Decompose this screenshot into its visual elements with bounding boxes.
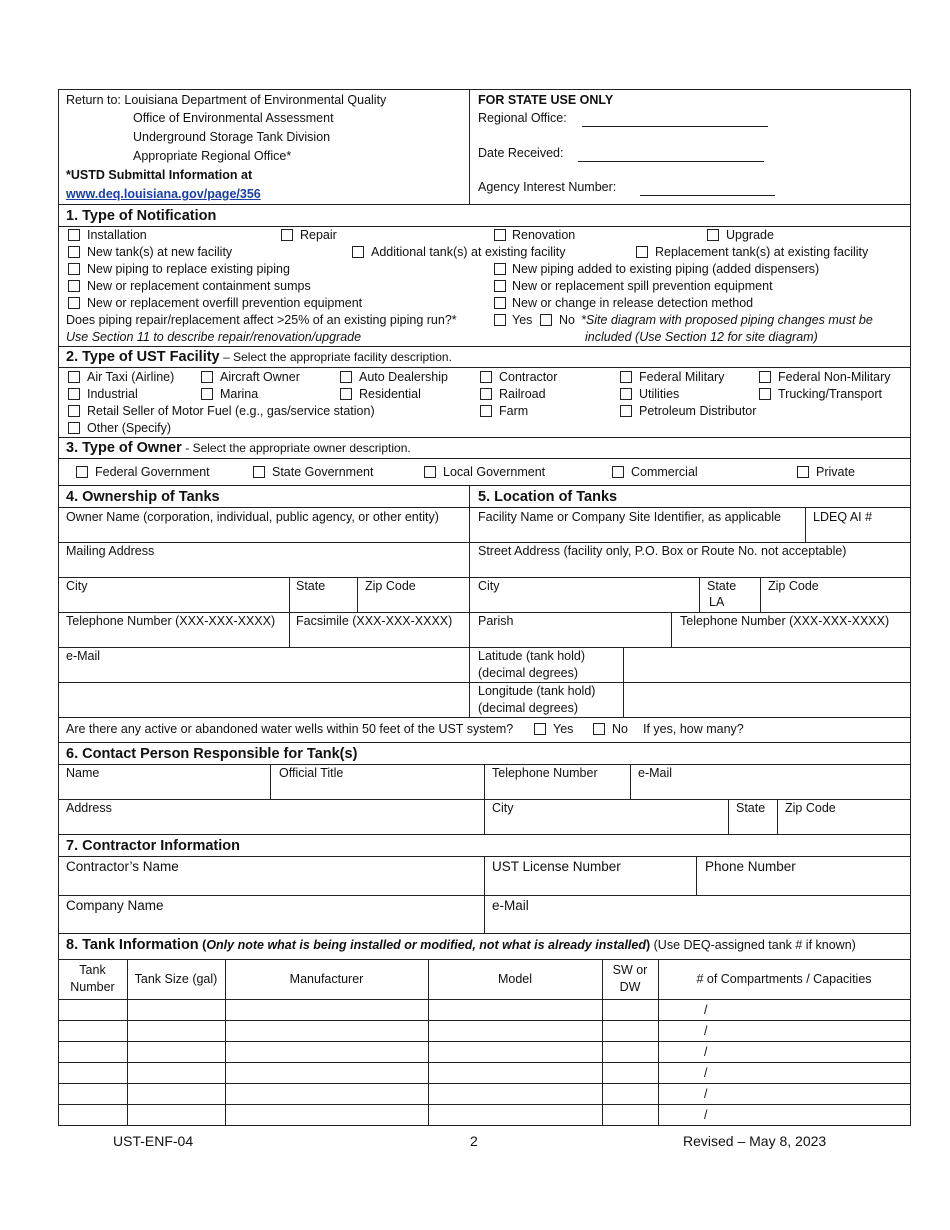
facility-state-label: State xyxy=(707,579,737,593)
s3-subtitle: - Select the appropriate owner description. xyxy=(185,441,411,455)
petroleum-checkbox[interactable] xyxy=(620,405,632,417)
wells-yes-label: Yes xyxy=(553,722,574,736)
other-label: Other (Specify) xyxy=(87,421,172,435)
col-tank-header-1: Tank xyxy=(79,963,106,977)
owner-city-label: City xyxy=(66,579,88,593)
facility-zip-divider xyxy=(760,577,761,612)
upgrade-checkbox[interactable] xyxy=(707,229,719,241)
contractor-name-label: Contractor’s Name xyxy=(66,859,179,874)
petroleum-label: Petroleum Distributor xyxy=(639,404,757,418)
date-received-field[interactable] xyxy=(578,161,764,162)
table-row-line-1 xyxy=(58,1020,911,1021)
additional-tank-checkbox[interactable] xyxy=(352,246,364,258)
local-gov-label: Local Government xyxy=(443,465,546,479)
trucking-checkbox[interactable] xyxy=(759,388,771,400)
overfill-prevention-label: New or replacement overfill prevention equipment xyxy=(87,296,363,310)
retail-label: Retail Seller of Motor Fuel (e.g., gas/service station) xyxy=(87,404,375,418)
piping-question: Does piping repair/replacement affect >25% of an existing piping run?* xyxy=(66,313,457,327)
industrial-checkbox[interactable] xyxy=(68,388,80,400)
s2-title-line xyxy=(58,367,911,368)
facility-city-label: City xyxy=(478,579,500,593)
repair-checkbox[interactable] xyxy=(281,229,293,241)
company-name-label: Company Name xyxy=(66,898,164,913)
installation-label: Installation xyxy=(87,228,147,242)
s8-note-tail: (Use DEQ-assigned tank # if known) xyxy=(653,938,856,952)
local-gov-checkbox[interactable] xyxy=(424,466,436,478)
s6-top-line xyxy=(58,742,911,743)
additional-tank-label: Additional tank(s) at existing facility xyxy=(371,245,566,259)
contractor-checkbox[interactable] xyxy=(480,371,492,383)
state-gov-label: State Government xyxy=(272,465,374,479)
wells-no-checkbox[interactable] xyxy=(593,723,605,735)
ust-license-label: UST License Number xyxy=(492,859,621,874)
table-row-slash: / xyxy=(704,1087,708,1101)
renovation-checkbox[interactable] xyxy=(494,229,506,241)
owner-zip-divider xyxy=(357,577,358,612)
federal-non-military-checkbox[interactable] xyxy=(759,371,771,383)
containment-sumps-label: New or replacement containment sumps xyxy=(87,279,311,293)
residential-checkbox[interactable] xyxy=(340,388,352,400)
aircraft-owner-checkbox[interactable] xyxy=(201,371,213,383)
row-line-682 xyxy=(58,682,911,683)
release-detection-checkbox[interactable] xyxy=(494,297,506,309)
office-line-3: Appropriate Regional Office* xyxy=(133,149,292,163)
s2-heading xyxy=(66,348,452,366)
owner-email-label: e-Mail xyxy=(66,649,101,663)
industrial-label: Industrial xyxy=(87,387,138,401)
s45-title-line xyxy=(58,507,911,508)
new-tank-checkbox[interactable] xyxy=(68,246,80,258)
regional-office-field[interactable] xyxy=(582,126,768,127)
agency-interest-field[interactable] xyxy=(640,195,775,196)
site-diagram-note-1: *Site diagram with proposed piping changes must be xyxy=(581,313,873,327)
latitude-label-2: (decimal degrees) xyxy=(478,666,579,680)
ustd-info-text: *USTD Submittal Information at xyxy=(66,168,253,182)
s3-title: 3. Type of Owner xyxy=(66,440,182,456)
contractor-label: Contractor xyxy=(499,370,558,384)
footer-page-number: 2 xyxy=(470,1133,478,1149)
ldeq-divider xyxy=(805,507,806,542)
railroad-checkbox[interactable] xyxy=(480,388,492,400)
owner-state-label: State xyxy=(296,579,326,593)
facility-phone-divider xyxy=(671,612,672,647)
wells-question: Are there any active or abandoned water wells within 50 feet of the UST system? xyxy=(66,722,514,736)
marina-checkbox[interactable] xyxy=(201,388,213,400)
s8-title-line xyxy=(58,959,911,960)
regional-office-label: Regional Office: xyxy=(478,111,567,125)
s3-heading xyxy=(66,439,411,457)
s8-title: 8. Tank Information xyxy=(66,937,199,953)
contractor-email-label: e-Mail xyxy=(492,898,529,913)
table-header-line xyxy=(58,999,911,1000)
s3-top-line xyxy=(58,437,911,438)
owner-zip-label: Zip Code xyxy=(365,579,416,593)
s7-row-line xyxy=(58,895,911,896)
table-row-slash: / xyxy=(704,1045,708,1059)
new-tank-label: New tank(s) at new facility xyxy=(87,245,233,259)
owner-name-label: Owner Name (corporation, individual, public agency, or other entity) xyxy=(66,510,439,524)
outer-bottom-border xyxy=(58,1125,911,1126)
return-to-text: Return to: Louisiana Department of Environmental Quality xyxy=(66,93,387,107)
table-row-slash: / xyxy=(704,1108,708,1122)
farm-checkbox[interactable] xyxy=(480,405,492,417)
retail-checkbox[interactable] xyxy=(68,405,80,417)
header-divider xyxy=(469,89,470,204)
parish-label: Parish xyxy=(478,614,514,628)
owner-fax-divider xyxy=(289,612,290,647)
table-row-slash: / xyxy=(704,1066,708,1080)
piping-no-checkbox[interactable] xyxy=(540,314,552,326)
owner-telephone-label: Telephone Number (XXX-XXX-XXXX) xyxy=(66,614,276,628)
s2-top-line xyxy=(58,346,911,347)
s8-note-open: ( xyxy=(202,938,207,952)
federal-military-label: Federal Military xyxy=(639,370,725,384)
commercial-label: Commercial xyxy=(631,465,698,479)
col-manufacturer-header: Manufacturer xyxy=(289,972,364,986)
row-line-577 xyxy=(58,577,911,578)
new-piping-replace-label: New piping to replace existing piping xyxy=(87,262,290,276)
s2-title: 2. Type of UST Facility xyxy=(66,349,220,365)
s6-row-line xyxy=(58,799,911,800)
row-line-647 xyxy=(58,647,911,648)
repair-label: Repair xyxy=(300,228,337,242)
ldeq-ai-label: LDEQ AI # xyxy=(813,510,873,524)
facility-zip-label: Zip Code xyxy=(768,579,819,593)
footer-revised: Revised – May 8, 2023 xyxy=(683,1133,827,1149)
s5-title: 5. Location of Tanks xyxy=(478,489,618,505)
release-detection-label: New or change in release detection method xyxy=(512,296,754,310)
longitude-label-1: Longitude (tank hold) xyxy=(478,684,596,698)
trucking-label: Trucking/Transport xyxy=(778,387,882,401)
auto-dealership-checkbox[interactable] xyxy=(340,371,352,383)
facility-telephone-label: Telephone Number (XXX-XXX-XXXX) xyxy=(680,614,890,628)
owner-state-divider xyxy=(289,577,290,612)
s8-top-line xyxy=(58,933,911,934)
date-received-label: Date Received: xyxy=(478,146,564,160)
facility-state-value: LA xyxy=(709,595,725,609)
state-use-heading: FOR STATE USE ONLY xyxy=(478,93,614,107)
federal-non-military-label: Federal Non-Military xyxy=(778,370,891,384)
s1-top-line xyxy=(58,204,911,205)
s1-title-line xyxy=(58,226,911,227)
row-line-717 xyxy=(58,717,911,718)
latitude-label-1: Latitude (tank hold) xyxy=(478,649,586,663)
col-tank-header-2: Number xyxy=(70,980,115,994)
other-checkbox[interactable] xyxy=(68,422,80,434)
private-label: Private xyxy=(816,465,855,479)
col-model-header: Model xyxy=(497,972,533,986)
site-diagram-note-2: included (Use Section 12 for site diagram) xyxy=(585,330,818,344)
installation-checkbox[interactable] xyxy=(68,229,80,241)
section11-note: Use Section 11 to describe repair/renovation/upgrade xyxy=(66,330,362,344)
federal-gov-checkbox[interactable] xyxy=(76,466,88,478)
agency-interest-label: Agency Interest Number: xyxy=(478,180,617,194)
col-compartments-header: # of Compartments / Capacities xyxy=(696,972,872,986)
col-sw-header-1: SW or xyxy=(612,963,648,977)
wells-yes-checkbox[interactable] xyxy=(534,723,546,735)
row-line-612 xyxy=(58,612,911,613)
private-checkbox[interactable] xyxy=(797,466,809,478)
contact-email-label: e-Mail xyxy=(638,766,673,780)
s4-title: 4. Ownership of Tanks xyxy=(66,489,220,505)
federal-gov-label: Federal Government xyxy=(95,465,210,479)
s8-heading xyxy=(66,936,856,954)
contact-official-title-label: Official Title xyxy=(279,766,344,780)
utilities-label: Utilities xyxy=(639,387,680,401)
outer-right-border xyxy=(910,89,911,1126)
railroad-label: Railroad xyxy=(499,387,546,401)
piping-no-label: No xyxy=(559,313,575,327)
office-line-1: Office of Environmental Assessment xyxy=(133,111,334,125)
ustd-info-link[interactable]: www.deq.louisiana.gov/page/356 xyxy=(66,187,261,201)
residential-label: Residential xyxy=(359,387,421,401)
commercial-checkbox[interactable] xyxy=(612,466,624,478)
air-taxi-checkbox[interactable] xyxy=(68,371,80,383)
auto-dealership-label: Auto Dealership xyxy=(359,370,448,384)
contact-zip-label: Zip Code xyxy=(785,801,836,815)
contractor-phone-divider xyxy=(696,856,697,895)
piping-yes-checkbox[interactable] xyxy=(494,314,506,326)
contact-name-label: Name xyxy=(66,766,100,780)
mailing-address-label: Mailing Address xyxy=(66,544,155,558)
s7-title: 7. Contractor Information xyxy=(66,838,241,854)
s6-title: 6. Contact Person Responsible for Tank(s) xyxy=(66,746,358,762)
contact-email-divider xyxy=(630,764,631,799)
renovation-label: Renovation xyxy=(512,228,576,242)
owner-fax-label: Facsimile (XXX-XXX-XXXX) xyxy=(296,614,453,628)
new-piping-added-checkbox[interactable] xyxy=(494,263,506,275)
contact-state-divider xyxy=(728,799,729,834)
street-address-label: Street Address (facility only, P.O. Box or Route No. not acceptable) xyxy=(478,544,847,558)
new-piping-replace-checkbox[interactable] xyxy=(68,263,80,275)
farm-label: Farm xyxy=(499,404,529,418)
marina-label: Marina xyxy=(220,387,259,401)
aircraft-owner-label: Aircraft Owner xyxy=(220,370,300,384)
utilities-checkbox[interactable] xyxy=(620,388,632,400)
contact-state-label: State xyxy=(736,801,766,815)
federal-military-checkbox[interactable] xyxy=(620,371,632,383)
table-row-slash: / xyxy=(704,1003,708,1017)
contact-city-label: City xyxy=(492,801,514,815)
col-size-header: Tank Size (gal) xyxy=(134,972,218,986)
s8-note-italic: Only note what is being installed or modified, not what is already installed xyxy=(206,938,646,952)
spill-prevention-checkbox[interactable] xyxy=(494,280,506,292)
s2-subtitle: – Select the appropriate facility description. xyxy=(223,350,452,364)
footer-form-id: UST-ENF-04 xyxy=(113,1133,194,1149)
spill-prevention-label: New or replacement spill prevention equipment xyxy=(512,279,773,293)
s45-top-line xyxy=(58,485,911,486)
facility-name-label: Facility Name or Company Site Identifier, as applicable xyxy=(478,510,781,524)
table-row-line-4 xyxy=(58,1083,911,1084)
contact-zip-divider xyxy=(777,799,778,834)
wells-no-label: No xyxy=(612,722,628,736)
col-sw-header-2: DW xyxy=(619,980,641,994)
contractor-phone-label: Phone Number xyxy=(705,859,796,874)
overfill-prevention-checkbox[interactable] xyxy=(68,297,80,309)
s8-note-close: ) xyxy=(645,938,651,952)
office-line-2: Underground Storage Tank Division xyxy=(133,130,331,144)
upgrade-label: Upgrade xyxy=(726,228,774,242)
row-line-542 xyxy=(58,542,911,543)
s7-top-line xyxy=(58,834,911,835)
state-gov-checkbox[interactable] xyxy=(253,466,265,478)
contact-title-divider xyxy=(270,764,271,799)
contact-address-label: Address xyxy=(66,801,112,815)
outer-top-border xyxy=(58,89,911,90)
facility-state-divider xyxy=(699,577,700,612)
table-row-slash: / xyxy=(704,1024,708,1038)
s1-title: 1. Type of Notification xyxy=(66,208,217,224)
table-row-line-2 xyxy=(58,1041,911,1042)
containment-sumps-checkbox[interactable] xyxy=(68,280,80,292)
air-taxi-label: Air Taxi (Airline) xyxy=(87,370,175,384)
replacement-tank-checkbox[interactable] xyxy=(636,246,648,258)
longitude-label-2: (decimal degrees) xyxy=(478,701,579,715)
replacement-tank-label: Replacement tank(s) at existing facility xyxy=(655,245,869,259)
piping-yes-label: Yes xyxy=(512,313,533,327)
s3-title-line xyxy=(58,458,911,459)
new-piping-added-label: New piping added to existing piping (added dispensers) xyxy=(512,262,820,276)
table-row-line-5 xyxy=(58,1104,911,1105)
wells-how-many-label: If yes, how many? xyxy=(643,722,744,736)
table-row-line-3 xyxy=(58,1062,911,1063)
contact-telephone-label: Telephone Number xyxy=(492,766,598,780)
